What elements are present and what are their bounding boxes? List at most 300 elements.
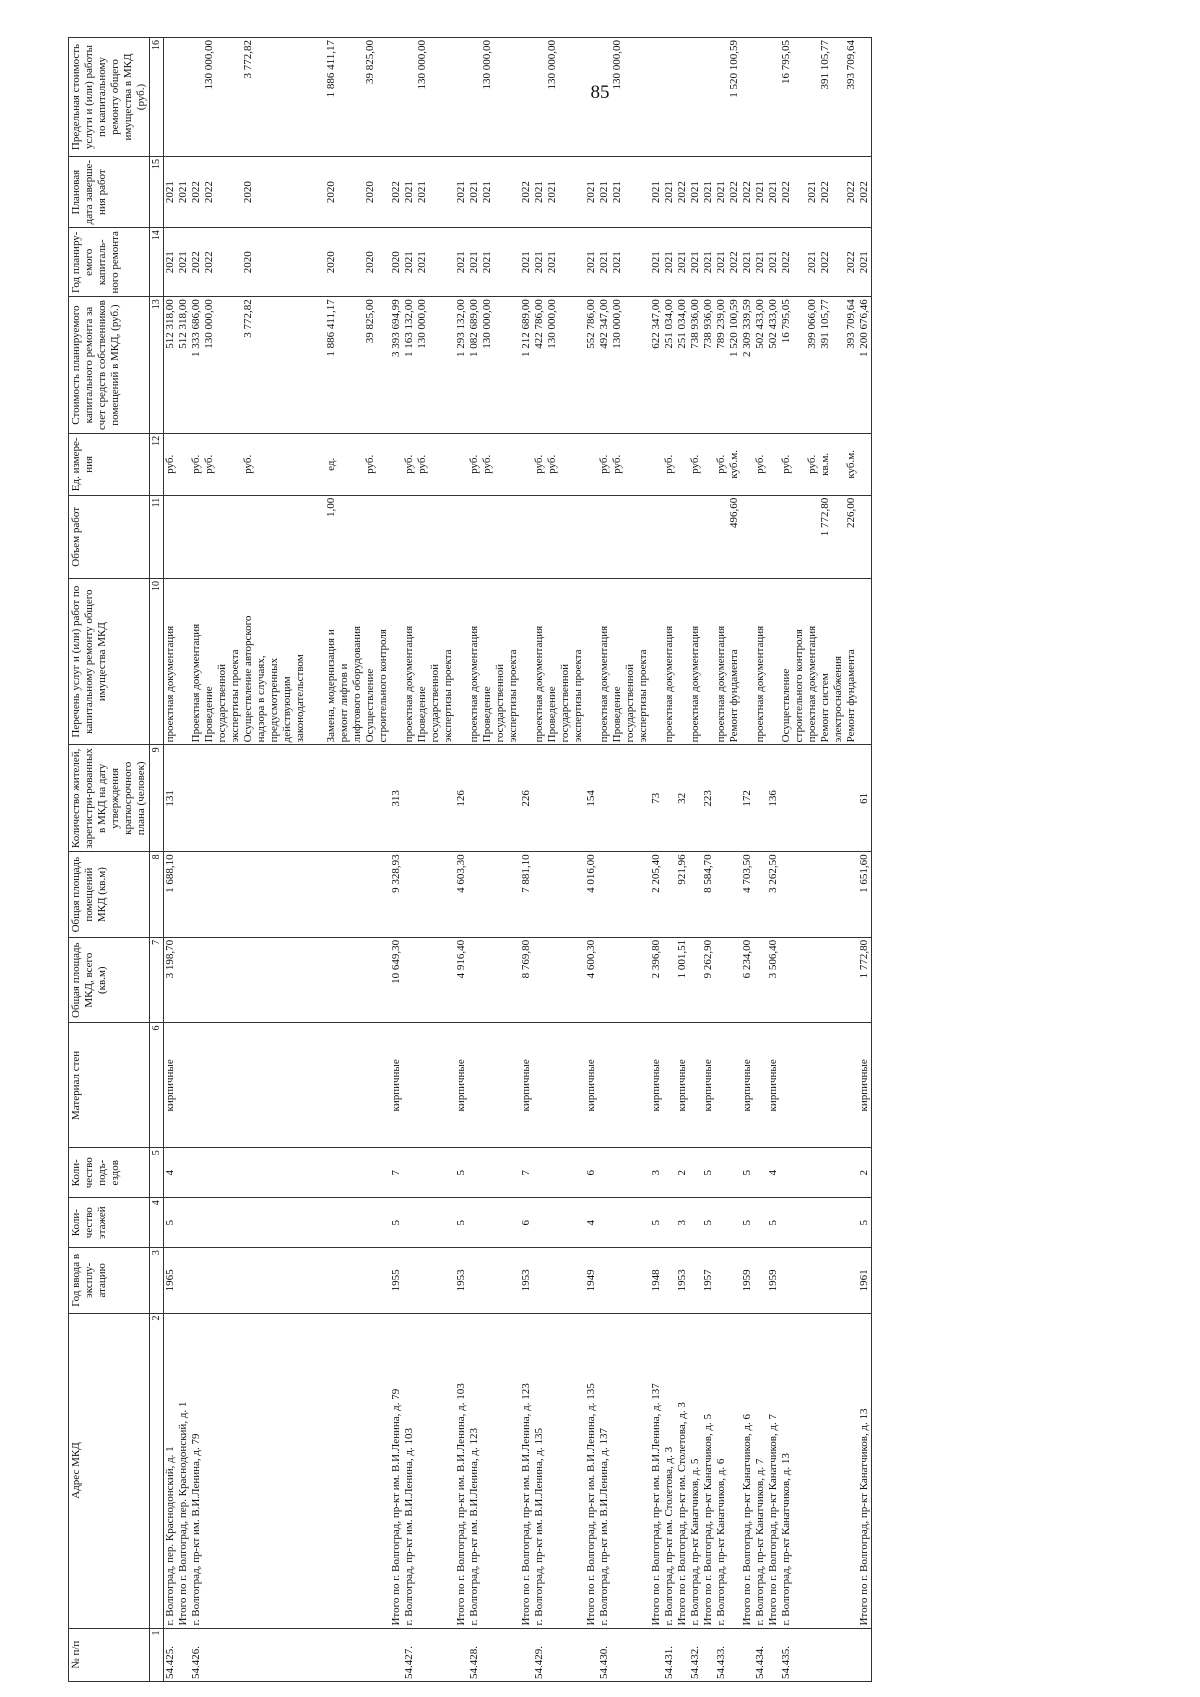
table-cell bbox=[793, 433, 806, 495]
table-cell bbox=[533, 495, 546, 578]
table-cell bbox=[364, 1023, 377, 1148]
table-cell bbox=[559, 38, 572, 157]
table-cell bbox=[793, 1198, 806, 1248]
table-cell bbox=[364, 1148, 377, 1198]
table-cell bbox=[845, 1198, 858, 1248]
table-cell bbox=[793, 1313, 806, 1628]
table-cell bbox=[281, 495, 294, 578]
table-cell bbox=[598, 937, 611, 1023]
table-cell bbox=[281, 1313, 294, 1628]
table-cell bbox=[637, 1198, 650, 1248]
table-cell bbox=[268, 1313, 281, 1628]
table-cell: государственной bbox=[494, 578, 507, 744]
table-cell bbox=[229, 1148, 242, 1198]
table-cell bbox=[429, 228, 442, 297]
table-cell: Проектная документация bbox=[190, 578, 203, 744]
table-cell bbox=[754, 852, 767, 938]
table-row bbox=[255, 38, 268, 1682]
table-cell bbox=[611, 1023, 624, 1148]
table-cell bbox=[229, 495, 242, 578]
table-cell bbox=[546, 745, 559, 852]
table-cell: 251 034,00 bbox=[663, 297, 676, 434]
column-number: 14 bbox=[150, 228, 164, 297]
table-cell: 2020 bbox=[242, 228, 255, 297]
table-cell bbox=[377, 852, 390, 938]
table-cell bbox=[429, 1198, 442, 1248]
table-cell: кирпичные bbox=[650, 1023, 663, 1148]
table-cell: Ремонт фундамента bbox=[845, 578, 858, 744]
table-cell bbox=[203, 1148, 216, 1198]
table-body bbox=[164, 38, 872, 1682]
table-cell: 3 772,82 bbox=[242, 297, 255, 434]
table-cell: 1 001,51 bbox=[676, 937, 689, 1023]
table-cell bbox=[351, 1198, 364, 1248]
table-cell bbox=[650, 1628, 663, 1681]
table-cell: 2021 bbox=[858, 228, 872, 297]
table-cell: 512 318,00 bbox=[164, 297, 178, 434]
table-cell: проектная документация bbox=[663, 578, 676, 744]
table-cell bbox=[281, 937, 294, 1023]
table-cell bbox=[845, 1023, 858, 1148]
table-cell bbox=[481, 852, 494, 938]
table-cell: Итого по г. Волгоград, пр-кт Канатчиков, д. 6 bbox=[741, 1313, 754, 1628]
table-row bbox=[390, 38, 403, 1682]
table-cell bbox=[520, 495, 533, 578]
table-cell bbox=[442, 228, 455, 297]
table-cell bbox=[216, 38, 229, 157]
table-cell: 2021 bbox=[676, 228, 689, 297]
table-cell bbox=[429, 1628, 442, 1681]
table-cell bbox=[507, 937, 520, 1023]
table-cell bbox=[307, 1198, 325, 1248]
table-cell bbox=[377, 745, 390, 852]
table-cell bbox=[255, 937, 268, 1023]
table-cell: 1 772,80 bbox=[858, 937, 872, 1023]
table-cell bbox=[806, 1148, 819, 1198]
column-header: Предельная стоимость услуги и (или) работы по капитальному ремонту общего имущества в МКД (руб.) bbox=[69, 38, 150, 157]
table-cell bbox=[338, 852, 351, 938]
table-cell bbox=[351, 495, 364, 578]
table-cell: 1949 bbox=[585, 1248, 598, 1313]
table-cell bbox=[819, 1313, 832, 1628]
table-cell bbox=[702, 1628, 715, 1681]
table-cell: 2022 bbox=[819, 228, 832, 297]
table-cell: 3 bbox=[650, 1148, 663, 1198]
table-cell bbox=[229, 1023, 242, 1148]
table-cell bbox=[351, 1248, 364, 1313]
table-cell: 502 433,00 bbox=[754, 297, 767, 434]
table-cell bbox=[255, 38, 268, 157]
table-cell bbox=[377, 1148, 390, 1198]
table-cell: 921,96 bbox=[676, 852, 689, 938]
table-cell bbox=[598, 1023, 611, 1148]
table-cell: 2021 bbox=[546, 228, 559, 297]
table-cell: Замена, модернизация и bbox=[325, 578, 338, 744]
table-cell bbox=[307, 937, 325, 1023]
table-cell: 2021 bbox=[585, 228, 598, 297]
table-cell bbox=[377, 297, 390, 434]
table-cell: 2021 bbox=[177, 228, 190, 297]
table-cell bbox=[728, 1248, 741, 1313]
table-cell: экспертизы проекта bbox=[442, 578, 455, 744]
table-cell bbox=[793, 937, 806, 1023]
table-cell bbox=[598, 1198, 611, 1248]
table-cell bbox=[281, 852, 294, 938]
table-cell bbox=[403, 852, 416, 938]
table-cell bbox=[442, 38, 455, 157]
table-cell bbox=[338, 1148, 351, 1198]
table-cell bbox=[507, 852, 520, 938]
table-cell: 2020 bbox=[364, 228, 377, 297]
table-cell bbox=[268, 495, 281, 578]
table-row bbox=[442, 38, 455, 1682]
table-cell bbox=[255, 1313, 268, 1628]
table-row bbox=[351, 38, 364, 1682]
table-cell: 1 333 686,00 bbox=[190, 297, 203, 434]
table-cell bbox=[255, 156, 268, 227]
table-cell bbox=[281, 1023, 294, 1148]
table-cell: лифтового оборудования bbox=[351, 578, 364, 744]
table-cell bbox=[585, 1628, 598, 1681]
table-cell bbox=[255, 1248, 268, 1313]
table-cell bbox=[307, 1248, 325, 1313]
table-cell: 130 000,00 bbox=[481, 297, 494, 434]
column-number: 5 bbox=[150, 1148, 164, 1198]
table-row bbox=[754, 38, 767, 1682]
table-cell bbox=[281, 1628, 294, 1681]
table-cell bbox=[481, 1198, 494, 1248]
table-cell bbox=[650, 495, 663, 578]
table-cell: 6 bbox=[520, 1198, 533, 1248]
table-cell bbox=[177, 1248, 190, 1313]
table-cell bbox=[806, 1023, 819, 1148]
table-cell bbox=[377, 228, 390, 297]
table-cell bbox=[338, 937, 351, 1023]
table-cell: 1961 bbox=[858, 1248, 872, 1313]
column-number: 6 bbox=[150, 1023, 164, 1148]
table-cell: 1957 bbox=[702, 1248, 715, 1313]
table-cell bbox=[216, 1023, 229, 1148]
table-cell bbox=[559, 937, 572, 1023]
table-cell bbox=[741, 38, 754, 157]
table-cell bbox=[767, 433, 780, 495]
table-cell: Итого по г. Волгоград, пр-кт Канатчиков, д. 7 bbox=[767, 1313, 780, 1628]
table-cell bbox=[728, 1628, 741, 1681]
table-cell: 2020 bbox=[242, 156, 255, 227]
column-header: Общая площадь МКД, всего (кв.м) bbox=[69, 937, 150, 1023]
table-cell bbox=[793, 297, 806, 434]
table-cell: г. Волгоград, пер. Краснодонский, д. 1 bbox=[164, 1313, 178, 1628]
table-row bbox=[377, 38, 390, 1682]
table-cell bbox=[338, 1248, 351, 1313]
table-cell bbox=[702, 38, 715, 157]
table-cell: проектная документация bbox=[689, 578, 702, 744]
table-cell bbox=[268, 38, 281, 157]
table-cell: Итого по г. Волгоград, пр-кт Канатчиков, д. 13 bbox=[858, 1313, 872, 1628]
table-cell bbox=[203, 745, 216, 852]
table-cell bbox=[203, 1198, 216, 1248]
table-cell: 2021 bbox=[611, 228, 624, 297]
column-number: 13 bbox=[150, 297, 164, 434]
table-cell bbox=[242, 1198, 255, 1248]
table-cell bbox=[689, 852, 702, 938]
table-cell bbox=[507, 1148, 520, 1198]
table-cell bbox=[177, 1198, 190, 1248]
table-cell: Ремонт систем bbox=[819, 578, 832, 744]
column-number: 12 bbox=[150, 433, 164, 495]
table-cell: 54.428. bbox=[468, 1628, 481, 1681]
table-cell bbox=[637, 1248, 650, 1313]
table-cell bbox=[780, 1023, 793, 1148]
table-cell bbox=[780, 1148, 793, 1198]
table-cell: 2022 bbox=[780, 228, 793, 297]
table-cell bbox=[229, 1628, 242, 1681]
table-cell bbox=[442, 433, 455, 495]
table-cell bbox=[325, 1248, 338, 1313]
table-cell bbox=[806, 937, 819, 1023]
table-cell bbox=[494, 433, 507, 495]
table-cell bbox=[546, 937, 559, 1023]
table-cell: 5 bbox=[164, 1198, 178, 1248]
table-cell bbox=[624, 1313, 637, 1628]
table-cell bbox=[177, 852, 190, 938]
table-cell: государственной bbox=[216, 578, 229, 744]
table-cell bbox=[637, 745, 650, 852]
table-cell bbox=[832, 297, 845, 434]
table-cell bbox=[611, 1248, 624, 1313]
table-cell bbox=[281, 1248, 294, 1313]
column-header: Объем работ bbox=[69, 495, 150, 578]
table-row bbox=[546, 38, 559, 1682]
table-cell bbox=[637, 228, 650, 297]
table-cell: 1 212 689,00 bbox=[520, 297, 533, 434]
table-cell bbox=[268, 433, 281, 495]
table-cell bbox=[572, 433, 585, 495]
table-cell bbox=[572, 1248, 585, 1313]
table-cell: 126 bbox=[455, 745, 468, 852]
table-cell bbox=[832, 1148, 845, 1198]
table-cell bbox=[780, 1198, 793, 1248]
table-cell: кирпичные bbox=[455, 1023, 468, 1148]
table-cell: 131 bbox=[164, 745, 178, 852]
table-cell bbox=[229, 38, 242, 157]
table-cell bbox=[624, 745, 637, 852]
table-cell bbox=[559, 1248, 572, 1313]
table-cell bbox=[177, 38, 190, 157]
table-cell: 130 000,00 bbox=[416, 297, 429, 434]
table-cell: 5 bbox=[767, 1198, 780, 1248]
table-cell bbox=[294, 1248, 307, 1313]
table-cell: 4 bbox=[164, 1148, 178, 1198]
table-cell: 54.434. bbox=[754, 1628, 767, 1681]
table-cell bbox=[442, 1023, 455, 1148]
table-cell bbox=[377, 1313, 390, 1628]
table-cell: кирпичные bbox=[858, 1023, 872, 1148]
table-cell: 130 000,00 bbox=[611, 297, 624, 434]
table-cell: Ремонт фундамента bbox=[728, 578, 741, 744]
table-cell bbox=[559, 495, 572, 578]
table-cell: 5 bbox=[455, 1148, 468, 1198]
table-cell bbox=[229, 156, 242, 227]
table-cell bbox=[268, 1023, 281, 1148]
table-cell: 2021 bbox=[177, 156, 190, 227]
table-cell bbox=[203, 1023, 216, 1148]
table-cell: кирпичные bbox=[702, 1023, 715, 1148]
table-cell: 1 772,80 bbox=[819, 495, 832, 578]
table-cell bbox=[689, 745, 702, 852]
table-cell: 54.425. bbox=[164, 1628, 178, 1681]
table-cell bbox=[429, 38, 442, 157]
table-cell bbox=[268, 1248, 281, 1313]
table-cell bbox=[338, 297, 351, 434]
table-cell bbox=[793, 38, 806, 157]
table-cell bbox=[754, 1148, 767, 1198]
table-cell: 1953 bbox=[520, 1248, 533, 1313]
table-cell bbox=[585, 495, 598, 578]
table-cell: Проведение bbox=[546, 578, 559, 744]
table-cell bbox=[403, 1148, 416, 1198]
table-cell bbox=[351, 937, 364, 1023]
table-row bbox=[806, 38, 819, 1682]
table-cell bbox=[572, 297, 585, 434]
table-row bbox=[845, 38, 858, 1682]
table-cell: Итого по г. Волгоград, пер. Краснодонский, д. 1 bbox=[177, 1313, 190, 1628]
table-cell bbox=[468, 937, 481, 1023]
table-cell bbox=[242, 745, 255, 852]
table-cell bbox=[268, 297, 281, 434]
table-cell bbox=[338, 1023, 351, 1148]
table-cell bbox=[533, 745, 546, 852]
table-cell bbox=[507, 1628, 520, 1681]
table-cell bbox=[637, 1023, 650, 1148]
table-cell: 2021 bbox=[533, 228, 546, 297]
table-cell bbox=[494, 1248, 507, 1313]
table-cell bbox=[416, 852, 429, 938]
table-cell bbox=[294, 228, 307, 297]
table-cell: кирпичные bbox=[741, 1023, 754, 1148]
table-cell: кирпичные bbox=[676, 1023, 689, 1148]
table-cell: 2021 bbox=[164, 228, 178, 297]
table-cell: 393 709,64 bbox=[845, 38, 858, 157]
table-cell bbox=[377, 1628, 390, 1681]
table-cell bbox=[229, 297, 242, 434]
table-cell bbox=[754, 937, 767, 1023]
table-cell bbox=[364, 495, 377, 578]
table-cell: Осуществление bbox=[780, 578, 793, 744]
table-cell: куб.м. bbox=[728, 433, 741, 495]
table-cell bbox=[793, 156, 806, 227]
table-cell bbox=[390, 1628, 403, 1681]
table-cell bbox=[268, 745, 281, 852]
table-cell bbox=[572, 495, 585, 578]
table-cell: г. Волгоград, пр-кт Канатчиков, д. 13 bbox=[780, 1313, 793, 1628]
table-cell: 54.435. bbox=[780, 1628, 793, 1681]
table-cell bbox=[754, 495, 767, 578]
table-cell bbox=[481, 1248, 494, 1313]
table-cell bbox=[507, 38, 520, 157]
table-cell bbox=[819, 1148, 832, 1198]
table-cell bbox=[598, 1248, 611, 1313]
table-cell: руб. bbox=[663, 433, 676, 495]
table-cell bbox=[598, 38, 611, 157]
table-cell bbox=[455, 495, 468, 578]
table-cell: проектная документация bbox=[715, 578, 728, 744]
table-cell bbox=[281, 228, 294, 297]
table-cell: 2022 bbox=[780, 156, 793, 227]
table-cell bbox=[307, 1148, 325, 1198]
table-row bbox=[403, 38, 416, 1682]
table-cell bbox=[364, 1248, 377, 1313]
table-cell bbox=[281, 297, 294, 434]
table-cell: 512 318,00 bbox=[177, 297, 190, 434]
table-cell bbox=[294, 156, 307, 227]
table-cell: 5 bbox=[702, 1148, 715, 1198]
column-number: 8 bbox=[150, 852, 164, 938]
column-header: № п/п bbox=[69, 1628, 150, 1681]
table-cell: 9 328,93 bbox=[390, 852, 403, 938]
table-cell bbox=[494, 228, 507, 297]
table-cell bbox=[325, 1628, 338, 1681]
table-cell bbox=[481, 745, 494, 852]
table-cell: 738 936,00 bbox=[702, 297, 715, 434]
table-cell: 54.426. bbox=[190, 1628, 203, 1681]
table-cell: 2021 bbox=[455, 228, 468, 297]
table-cell: 2 309 339,59 bbox=[741, 297, 754, 434]
table-cell bbox=[255, 433, 268, 495]
table-cell: 4 600,30 bbox=[585, 937, 598, 1023]
table-cell bbox=[351, 1313, 364, 1628]
table-cell: 399 066,00 bbox=[806, 297, 819, 434]
table-cell: 2021 bbox=[715, 156, 728, 227]
table-cell bbox=[268, 852, 281, 938]
column-header: Стоимость планируемого капитального ремонта за счет средств собственников помещений в МКД, (руб.) bbox=[69, 297, 150, 434]
table-cell: 1 520 100,59 bbox=[728, 297, 741, 434]
table-row bbox=[741, 38, 754, 1682]
table-cell: 1 200 676,46 bbox=[858, 297, 872, 434]
table-cell bbox=[377, 1023, 390, 1148]
table-cell: 5 bbox=[858, 1198, 872, 1248]
table-cell: Итого по г. Волгоград, пр-кт им. В.И.Ленина, д. 79 bbox=[390, 1313, 403, 1628]
table-row bbox=[229, 38, 242, 1682]
table-cell bbox=[364, 1198, 377, 1248]
table-cell bbox=[559, 1628, 572, 1681]
table-cell: 393 709,64 bbox=[845, 297, 858, 434]
table-cell: г. Волгоград, пр-кт Канатчиков, д. 5 bbox=[689, 1313, 702, 1628]
table-cell: 2021 bbox=[650, 228, 663, 297]
table-cell bbox=[229, 745, 242, 852]
table-cell: 2021 bbox=[611, 156, 624, 227]
table-cell: 2021 bbox=[806, 228, 819, 297]
table-cell: 2021 bbox=[481, 228, 494, 297]
table-cell: 1,00 bbox=[325, 495, 338, 578]
table-cell: руб. bbox=[598, 433, 611, 495]
table-cell bbox=[294, 1313, 307, 1628]
table-cell: 2022 bbox=[728, 228, 741, 297]
table-cell bbox=[637, 1148, 650, 1198]
table-cell: 2021 bbox=[663, 156, 676, 227]
table-cell: законодательством bbox=[294, 578, 307, 744]
table-row bbox=[520, 38, 533, 1682]
table-cell bbox=[559, 156, 572, 227]
table-cell bbox=[416, 1248, 429, 1313]
table-cell bbox=[689, 1148, 702, 1198]
table-cell bbox=[676, 495, 689, 578]
table-cell bbox=[793, 852, 806, 938]
table-cell bbox=[676, 578, 689, 744]
table-cell bbox=[832, 433, 845, 495]
table-cell: г. Волгоград, пр-кт им. В.И.Ленина, д. 103 bbox=[403, 1313, 416, 1628]
table-cell bbox=[845, 1248, 858, 1313]
